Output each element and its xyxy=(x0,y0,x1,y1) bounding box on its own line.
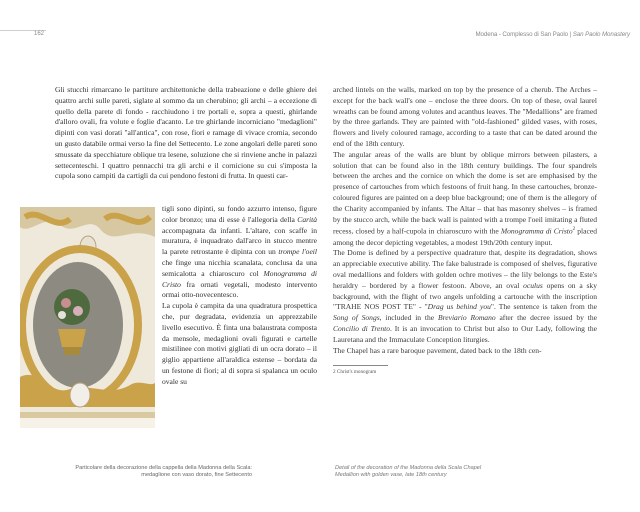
italic-term: Monogramma di Cristo xyxy=(500,226,573,236)
caption-italian-line-1: Particolare della decorazione della cappella della Madonna della Scala: xyxy=(75,465,252,471)
italian-paragraph-1-continued xyxy=(162,204,317,301)
running-head-english: San Paolo Monastery xyxy=(572,31,630,38)
medallion-photo xyxy=(20,207,155,428)
english-paragraph-4: The Chapel has a rare baroque pavement, dated back to the 18th cen- xyxy=(333,345,542,355)
italian-paragraph-1: Gli stucchi rimarcano le partiture architettoniche della trabeazione e delle ghiere dei quattro archi sulle pareti, siglate al sommo da un cherubino; gli archi – a eccezione di quello della parete di fondo - racchiudono i tre portali e, sopra a questi, ghirlande d'alloro ovali, fra volute e foglie d'acanto. Le tre ghirlande incorniciano "medaglioni" dipinti con vasi dorati "all'antica", con rose, fiori e ramage di vivace cromia, secondo un gusto databile ormai verso la fine del Settecento. Le zone angolari delle pareti sono smussate da specchiature oblique tra lesene, soluzione che si rinviene anche in palazzi settecenteschi. I quattro pennacchi tra gli archi e il cornicione su cui s'imposta la cupola sono campiti da cartigli da cui pendono festoni di frutta. In questi car- xyxy=(55,85,317,181)
rose xyxy=(61,298,71,308)
running-head xyxy=(475,31,630,38)
italic-term: Drag us behind you xyxy=(427,302,491,312)
italic-term: Song of Songs xyxy=(333,313,380,323)
italic-term: trompe l'oeil xyxy=(278,247,317,257)
text-run: opens on a sky background, with the flight of two angels unfolding a cartouche with the inscription "TRAHE NOS POST TE" - " xyxy=(333,280,597,312)
english-paragraph-1: arched lintels on the walls, marked on top by the presence of a cherub. The Arches – except for the back wall's one – enclose the three doors. On top of these, oval laurel wreaths can be found among volutes and acanthus leaves. The "Medallions" are framed by the three garlands. They are painted with "old-fashioned" gilded vases, with roses, flowers and lively coloured ramage, according to a taste that can be dated around the end of the 18th century. xyxy=(333,85,597,148)
text-run: tigli sono dipinti, su fondo azzurro intenso, figure color bronzo; una di esse è l'allegoria della xyxy=(162,204,317,224)
footnote-ref[interactable]: 2 xyxy=(572,227,576,233)
text-run: . It is an invocation to Christ but also to Our Lady, following the Lauretana and the Immaculate Conception liturgies. xyxy=(333,324,597,344)
text-run: che finge una nicchia scanalata, conclusa da una semicalotta a chiaroscuro col xyxy=(162,257,317,278)
italic-term: Breviario Romano xyxy=(437,313,496,323)
italian-text-wrap xyxy=(162,204,317,388)
english-text xyxy=(333,85,597,376)
gilded-vase xyxy=(58,329,86,347)
italic-term: Monogramma di Cristo xyxy=(162,268,317,289)
italic-term: oculus xyxy=(523,280,543,290)
medallion-illustration xyxy=(20,207,155,428)
italian-text-top xyxy=(55,85,317,182)
caption-english-line-1: Detail of the decoration of the Madonna della Scala Chapel xyxy=(335,465,482,471)
cherub-head-bottom xyxy=(70,383,90,407)
cornice-base xyxy=(20,418,155,428)
cornice-molding xyxy=(20,412,155,418)
text-run: fra ornati vegetali, modesto intervento ormai otto-novecentesco. xyxy=(162,279,317,300)
text-run: ". The sentence is taken from the xyxy=(490,302,597,312)
caption-english xyxy=(335,465,481,480)
flower xyxy=(58,311,66,319)
caption-italian xyxy=(75,465,252,480)
footnote: 2 Christ's monogram xyxy=(333,369,377,376)
text-run: accompagnata da infanti. L'altare, con scaffe in muratura, è inquadrato dall'arco in stucco mentre la parete retrostante è dipinta con un xyxy=(162,225,317,257)
text-run: placed among the decor depicting vegetables, a modest 19th/20th century input. xyxy=(333,226,597,247)
running-head-italian: Modena - Complesso di San Paolo xyxy=(475,31,568,38)
text-run: The angular areas of the walls are blunt by oblique mirrors between pilasters, a solution that can be found also in the 18th century buildings. The four spandrels between the arches and the cornice on which the dome is set are emphasised by the presence of cartouches from which festoons of fruit hang. In these cartouches, bronze-coloured figures are painted on a deep blue background; one of them is the allegory of the Charity accompanied by infants. The Altar – that has masonry shelves – is framed by the stucco arch, while the back wall is painted with a trompe l'oeil imitating a fluted recess, closed by a half-cupola in chiaroscuro with the xyxy=(333,149,597,236)
text-run: The Dome is defined by a perspective quadrature that, despite its degradation, shows an appreciable executive ability. The fake balustrade is composed of shelves, figurative oval medallions and folders with golden ochre motives – the lily belongs to the Este's heraldry – bordered by a flower festoon. Above, an oval xyxy=(333,248,597,290)
english-paragraph-2 xyxy=(333,150,597,249)
italic-term: Carità xyxy=(297,214,317,224)
caption-english-line-2: Medallion with golden vase, late 18th century xyxy=(335,472,447,479)
flower-bouquet xyxy=(54,289,90,325)
running-head-separator: | xyxy=(567,31,573,38)
page-number: 162 xyxy=(34,31,45,37)
rose xyxy=(73,306,83,316)
text-run: , included in the xyxy=(379,313,438,323)
italic-term: Concilio di Trento xyxy=(333,324,391,334)
medallion-ground xyxy=(33,262,123,388)
caption-italian-line-2: medaglione con vaso dorato, fine Settecento xyxy=(141,472,252,479)
footnote-rule xyxy=(333,365,388,366)
vase-foot xyxy=(64,347,80,355)
english-paragraph-3 xyxy=(333,248,597,345)
text-run: after the decree issued by the xyxy=(495,313,597,323)
italian-paragraph-2: La cupola è campita da una quadratura prospettica che, pur degradata, evidenzia un apprezzabile livello esecutivo. È finta una balaustrata composta da mensole, medaglioni ovali figurati e cartelle mistilinee con motivi gigliati di un ocra dorato – il giglio appartiene all'araldica estense – bordata da un festone di fiori; al di sopra si spalanca un oculo ovale su xyxy=(162,301,317,386)
